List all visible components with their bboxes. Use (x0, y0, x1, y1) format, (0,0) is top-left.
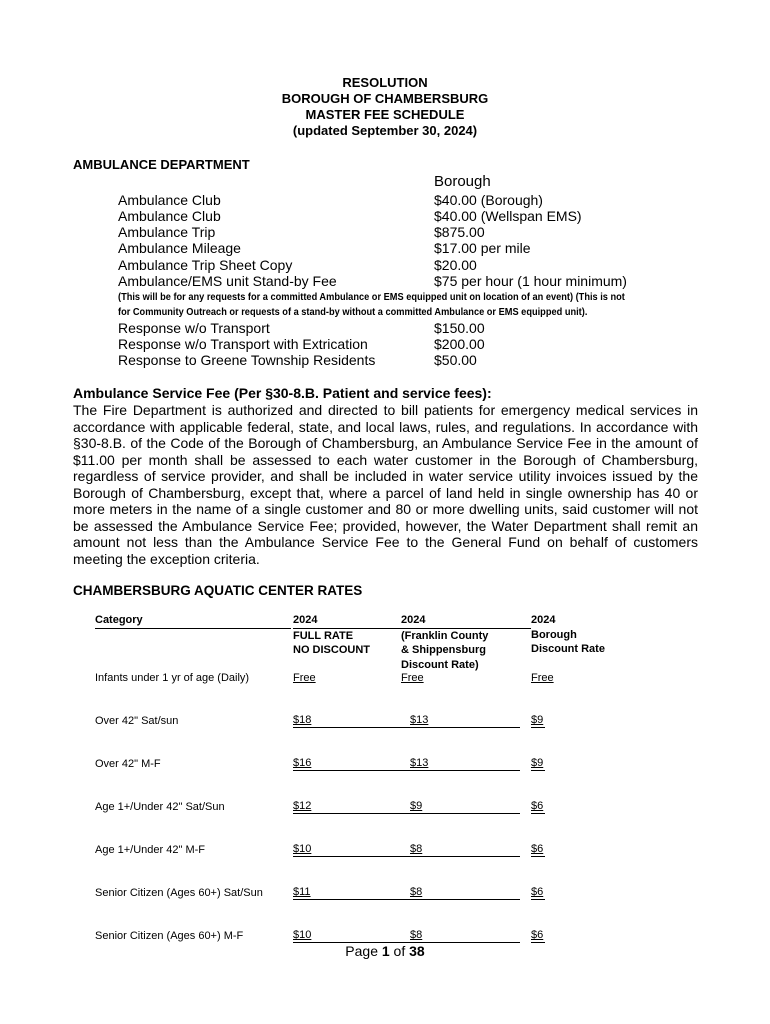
fee-label: Ambulance Club (118, 208, 221, 224)
table-row-category: Age 1+/Under 42" M-F (95, 844, 205, 856)
table-row-category: Age 1+/Under 42" Sat/Sun (95, 801, 225, 813)
table-cell-full: $10 (293, 843, 407, 857)
table-cell-full: $12 (293, 800, 407, 814)
table-cell-franklin (401, 671, 424, 685)
header-line: FULL RATE (293, 629, 354, 642)
table-cell-borough: $9 (531, 757, 544, 769)
header-line: Discount Rate) (401, 658, 479, 671)
table-cell-full: $11 (293, 886, 407, 900)
fee-value: $17.00 per mile (434, 240, 531, 256)
category-header (95, 613, 291, 629)
update-date: (updated September 30, 2024) (292, 123, 478, 138)
fee-value: $75 per hour (1 hour minimum) (434, 273, 627, 289)
aquatic-section-title: CHAMBERSBURG AQUATIC CENTER RATES (73, 583, 363, 598)
table-row-category: Senior Citizen (Ages 60+) M-F (95, 930, 244, 942)
table-row-category: Over 42" M-F (95, 758, 161, 770)
service-fee-title: Ambulance Service Fee (Per §30-8.B. Patient and service fees): (73, 385, 492, 401)
header-line: 2024 (401, 613, 531, 629)
header-line: NO DISCOUNT (293, 644, 370, 656)
table-cell-franklin: $8 (407, 929, 520, 943)
page-of: of (389, 943, 410, 959)
fee-value: $200.00 (434, 336, 485, 352)
table-cell-full: $18 (293, 714, 407, 728)
fee-label: Ambulance Trip Sheet Copy (118, 257, 293, 273)
fee-label: Response w/o Transport (118, 320, 270, 336)
cell-value: Free (293, 672, 316, 684)
table-cell-borough: $6 (531, 886, 544, 898)
fee-value: $20.00 (434, 257, 477, 273)
franklin-rate-header (401, 613, 531, 672)
table-cell-franklin: $13 (407, 757, 520, 771)
standby-note-line1: (This will be for any requests for a committed Ambulance or EMS equipped unit on location of an event) (This is not (118, 291, 625, 303)
fee-value: $50.00 (434, 352, 477, 368)
page-prefix: Page (345, 943, 382, 959)
borough-column-header: Borough (434, 173, 491, 190)
header-line: 2024 (293, 613, 403, 629)
fee-value: $150.00 (434, 320, 485, 336)
service-fee-body: The Fire Department is authorized and directed to bill patients for emergency medical services in accordance with applicable federal, state, and local laws, rules, and regulations. In accordance with §30-8.B. of the Code of the Borough of Chambersburg, an Ambulance Service Fee in the amount of $11.00 per month shall be assessed to each water customer in the Borough of Chambersburg, regardless of service provider, and shall be included in water service utility invoices issued by the Borough of Chambersburg, except that, where a parcel of land held in single ownership has 40 or more meters in the name of a single customer and 80 or more dwelling units, said customer will not be assessed the Ambulance Service Fee; provided, however, the Water Department shall remit an amount not less than the Ambulance Service Fee to the General Fund on behalf of customers meeting the exception criteria. (73, 402, 698, 567)
fee-label: Ambulance Mileage (118, 240, 241, 256)
table-row-category: Senior Citizen (Ages 60+) Sat/Sun (95, 887, 263, 899)
page-current: 1 (381, 943, 390, 959)
fee-label: Response to Greene Township Residents (118, 352, 376, 368)
fee-value: $875.00 (434, 224, 485, 240)
category-header-label: Category (95, 613, 291, 629)
header-line: 2024 (531, 614, 556, 626)
ambulance-section-title: AMBULANCE DEPARTMENT (73, 157, 250, 172)
fee-label: Ambulance/EMS unit Stand-by Fee (118, 273, 337, 289)
header-line: Discount Rate (531, 643, 605, 655)
table-row-category: Over 42" Sat/sun (95, 715, 179, 727)
header-line: & Shippensburg (401, 644, 486, 656)
fee-value: $40.00 (Borough) (434, 192, 543, 208)
table-cell-full: $16 (293, 757, 407, 771)
table-cell-borough: $6 (531, 929, 544, 941)
table-cell-franklin: $8 (407, 886, 520, 900)
standby-note-line2: for Community Outreach or requests of a stand-by without a committed Ambulance or EMS equipped unit). (118, 306, 588, 318)
table-cell-borough: $6 (531, 843, 544, 855)
table-cell-franklin: $9 (407, 800, 520, 814)
cell-value: Free (531, 672, 554, 684)
full-rate-header (293, 613, 403, 658)
table-cell-borough (531, 671, 554, 685)
header-line: Borough (531, 628, 577, 641)
fee-label: Ambulance Club (118, 192, 221, 208)
cell-value: Free (401, 672, 424, 684)
table-cell-borough: $6 (531, 800, 544, 812)
borough-rate-header (531, 613, 611, 657)
borough-title: BOROUGH OF CHAMBERSBURG (281, 91, 489, 106)
schedule-title: MASTER FEE SCHEDULE (305, 107, 465, 122)
table-cell-full: $10 (293, 929, 407, 943)
header-line: (Franklin County (401, 629, 489, 642)
fee-value: $40.00 (Wellspan EMS) (434, 208, 582, 224)
table-row-category: Infants under 1 yr of age (Daily) (95, 672, 250, 684)
page-total: 38 (409, 943, 425, 959)
resolution-title: RESOLUTION (342, 75, 428, 90)
fee-label: Ambulance Trip (118, 224, 216, 240)
fee-label: Response w/o Transport with Extrication (118, 336, 368, 352)
table-cell-franklin: $8 (407, 843, 520, 857)
table-cell-franklin: $13 (407, 714, 520, 728)
table-cell-full (293, 671, 316, 685)
table-cell-borough: $9 (531, 714, 544, 726)
page-number (0, 943, 770, 959)
